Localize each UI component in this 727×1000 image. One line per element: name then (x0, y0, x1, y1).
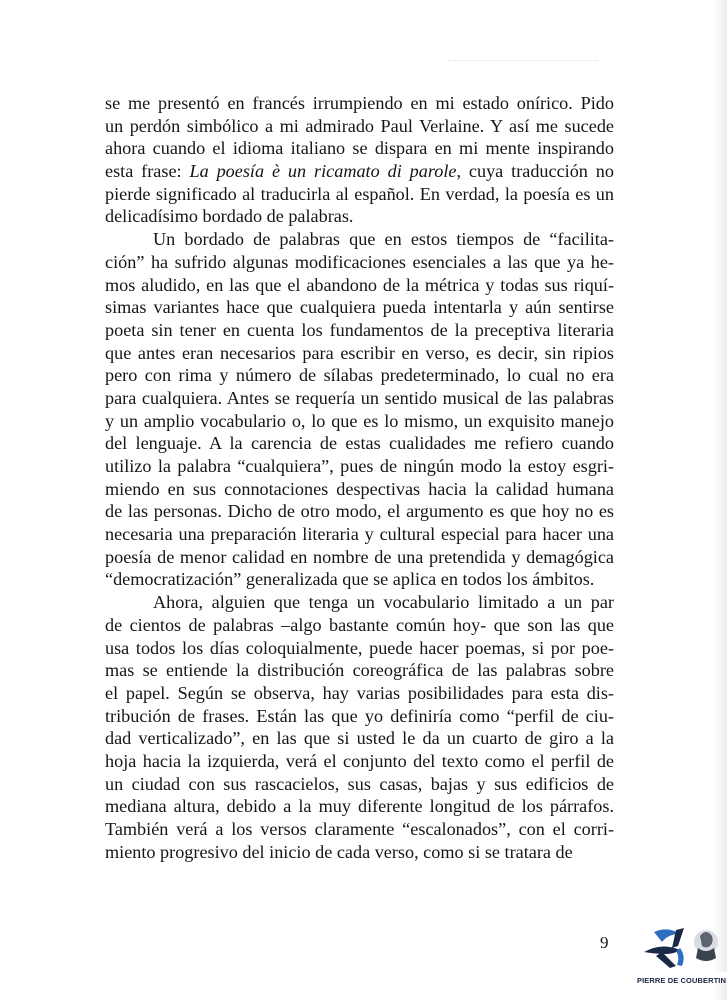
watermark-text: PIERRE DE COUBERTIN (637, 976, 726, 985)
text-line: miendo en sus connotaciones despectivas hacia la calidad humana (105, 478, 614, 499)
text-line: de cientos de palabras –algo bastante común hoy- que son las que (105, 614, 614, 635)
text-line: de las personas. Dicho de otro modo, el argumento es que hoy no es (105, 501, 614, 522)
text-line: esta frase: La poesía è un ricamato di parole, cuya traducción no (105, 161, 614, 182)
text-line: del lenguaje. A la carencia de estas cualidades me refiero cuando (105, 433, 614, 454)
text-line: poeta sin tener en cuenta los fundamentos de la preceptiva literaria (105, 319, 614, 340)
text-line: que antes eran necesarios para escribir en verso, es decir, sin ripios (105, 342, 614, 363)
text-line: poesía de menor calidad en nombre de una pretendida y demagógica (105, 546, 614, 567)
text-line: tribución de frases. Están las que yo definiría como “perfil de ciu- (105, 705, 614, 726)
text-line: pierde significado al traducirla al español. En verdad, la poesía es un (105, 183, 614, 204)
text-line: “democratización” generalizada que se aplica en todos los ámbitos. (105, 569, 595, 590)
text-line: usa todos los días coloquialmente, puede hacer poemas, si por poe- (105, 637, 614, 658)
text-line: dad verticalizado”, en las que si usted le da un cuarto de giro a la (105, 728, 614, 749)
text-line: se me presentó en francés irrumpiendo en mi estado onírico. Pido (105, 93, 614, 113)
watermark-logo (636, 922, 727, 1000)
text-line: delicadísimo bordado de palabras. (105, 206, 354, 227)
page-edge-shadow (713, 0, 727, 1000)
text-line: para cualquiera. Antes se requería un sentido musical de las palabras (105, 387, 614, 408)
text-line: mediana altura, debido a la muy diferente longitud de los párrafos. (105, 796, 614, 817)
pierre-de-coubertin-logo-icon (636, 922, 727, 978)
text-line: ahora cuando el idioma italiano se dispara en mi mente inspirando (105, 138, 614, 159)
text-line: Un bordado de palabras que en estos tiempos de “facilita- (153, 229, 614, 250)
text-line: un perdón simbólico a mi admirado Paul Verlaine. Y así me sucede (105, 115, 614, 136)
page-number: 9 (600, 933, 609, 952)
text-line: miento progresivo del inicio de cada verso, como si se tratara de (105, 841, 573, 862)
text-line: mas se entiende la distribución coreográfica de las palabras sobre (105, 660, 614, 681)
bleed-through-mark (448, 60, 598, 63)
text-line: utilizo la palabra “cualquiera”, pues de ningún modo la estoy esgri- (105, 456, 614, 476)
text-line: pero con rima y número de sílabas predeterminado, lo cual no era (105, 365, 614, 386)
text-line: hoja hacia la izquierda, verá el conjunto del texto como el perfil de (105, 750, 614, 771)
text-line: necesaria una preparación literaria y cultural especial para hacer una (105, 524, 614, 545)
text-line: y un amplio vocabulario o, lo que es lo mismo, un exquisito manejo (105, 410, 614, 431)
text-line: mos aludido, en las que el abandono de la métrica y todas sus riquí- (105, 274, 614, 295)
text-line: También verá a los versos claramente “escalonados”, con el corri- (105, 819, 614, 839)
body-text (105, 92, 614, 863)
text-line: ción” ha sufrido algunas modificaciones esenciales a las que ya he- (105, 251, 614, 272)
text-line: un ciudad con sus rascacielos, sus casas, bajas y sus edificios de (105, 773, 614, 794)
text-line: el papel. Según se observa, hay varias posibilidades para esta dis- (105, 682, 614, 703)
italic-phrase: La poesía è un ricamato di parole (189, 161, 457, 182)
text-line: simas variantes hace que cualquiera pueda intentarla y aún sentirse (105, 297, 614, 318)
text-line: Ahora, alguien que tenga un vocabulario limitado a un par (153, 592, 614, 613)
